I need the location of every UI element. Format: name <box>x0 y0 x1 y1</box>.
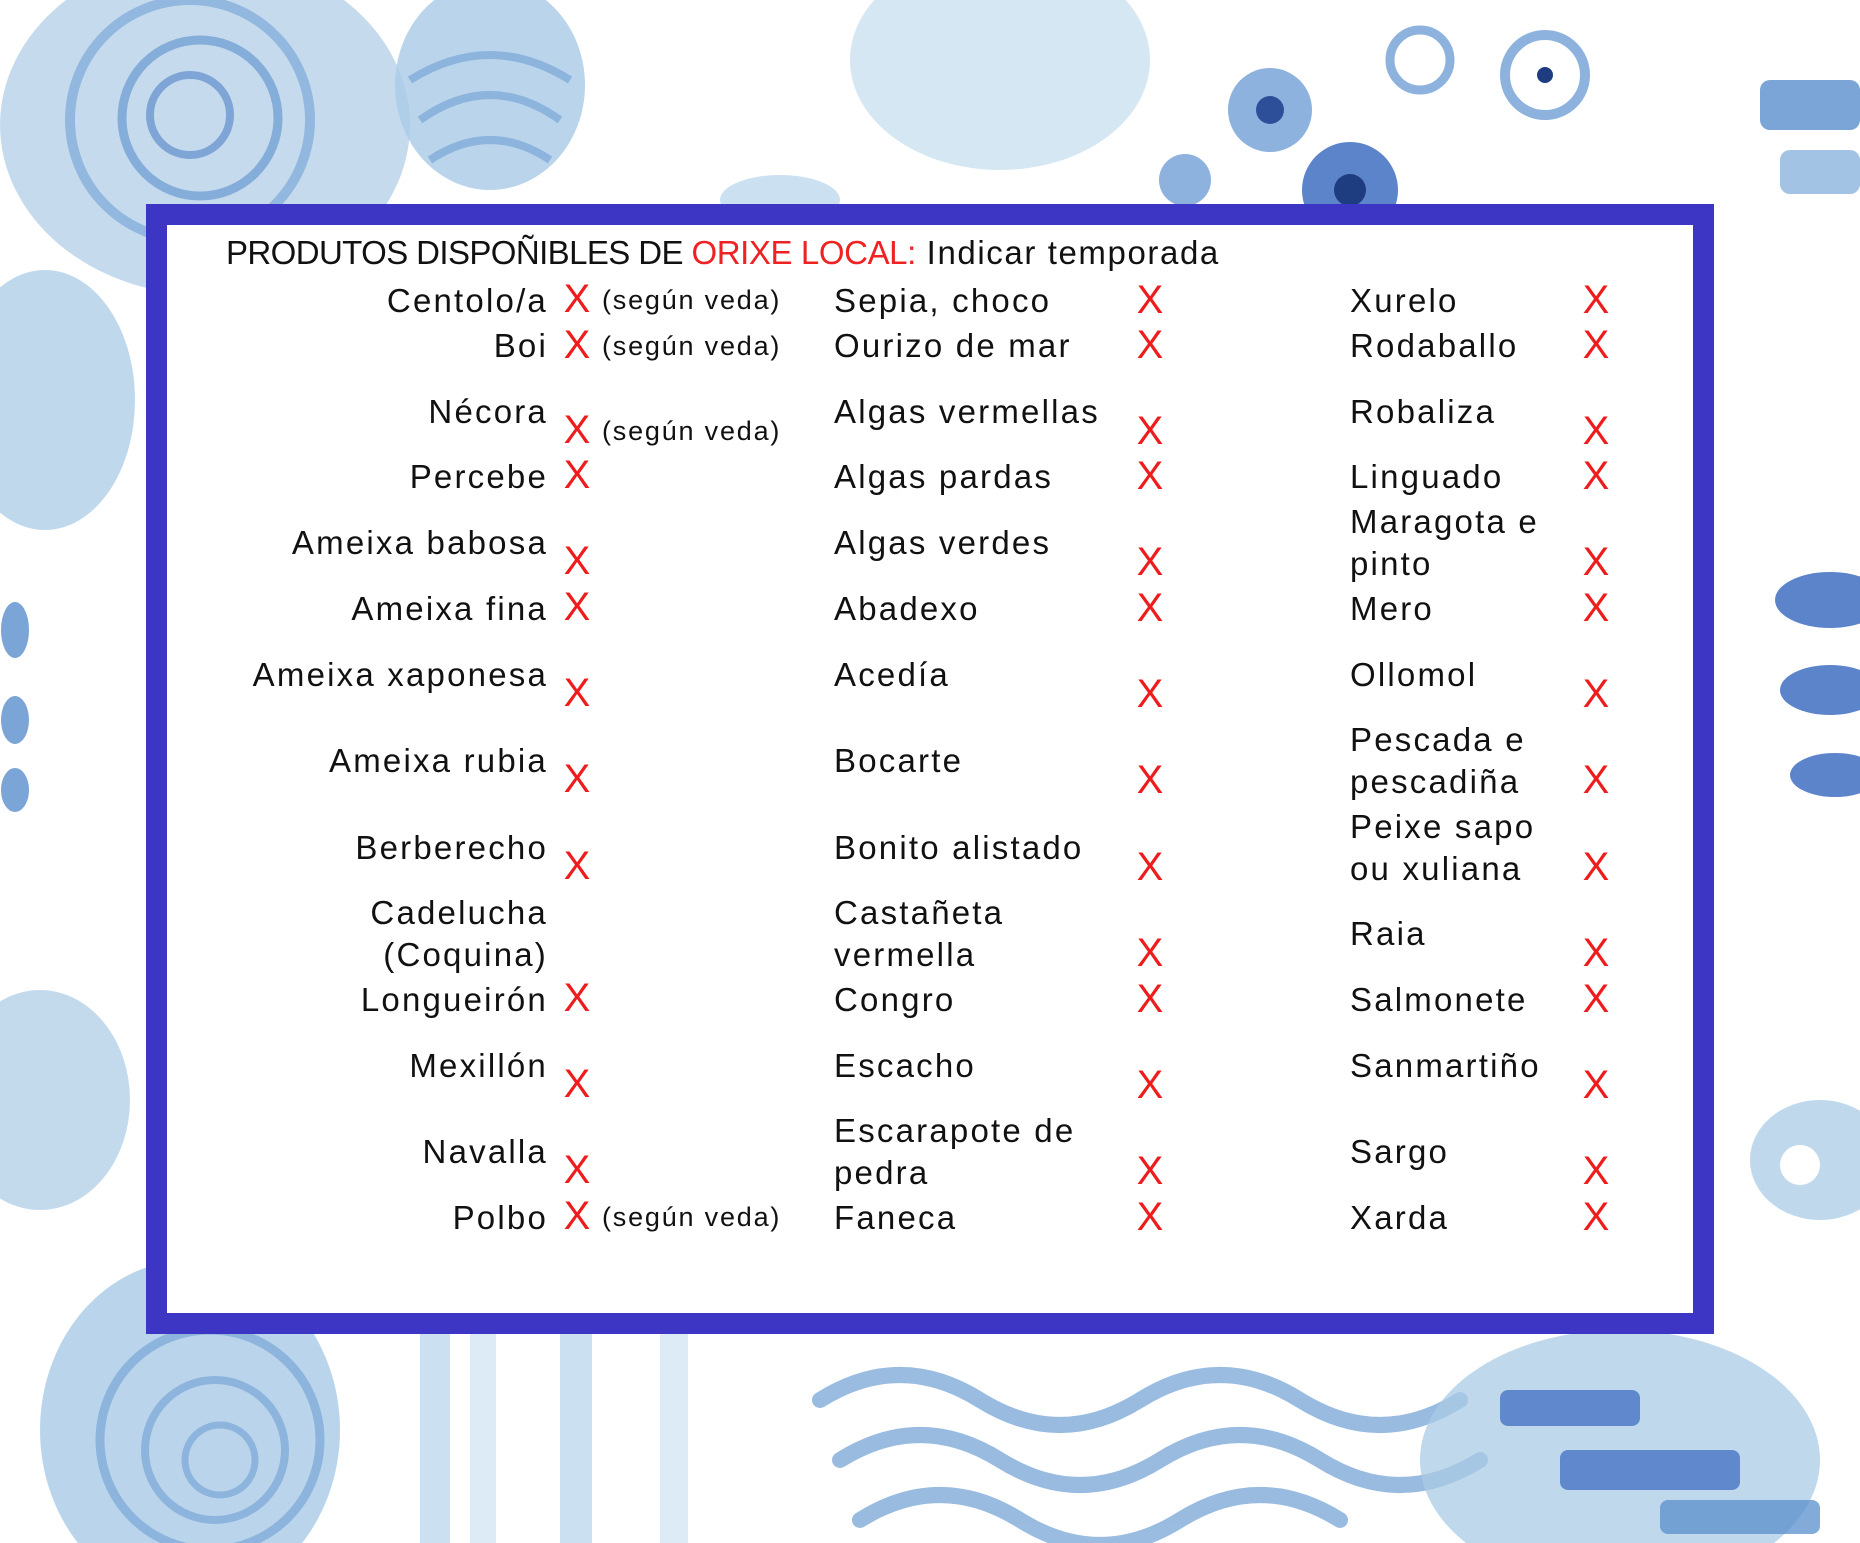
product-name: Algas verdes <box>834 524 1052 561</box>
season-note: (según veda) <box>602 416 782 446</box>
product-name: Longueirón <box>360 981 548 1018</box>
product-name: Centolo/a <box>386 282 548 319</box>
product-name: Mero <box>1350 590 1434 627</box>
availability-mark: X <box>1136 931 1164 975</box>
product-name: Polbo <box>452 1199 548 1236</box>
product-name: Boi <box>493 327 548 364</box>
wave-lines-illustration <box>820 1375 1480 1543</box>
availability-mark: X <box>1582 586 1610 630</box>
product-name: Ollomol <box>1350 656 1478 693</box>
product-name: Raia <box>1350 915 1427 952</box>
availability-mark: X <box>1582 454 1610 498</box>
availability-mark: X <box>1582 540 1610 584</box>
product-name: Mexillón <box>409 1047 548 1084</box>
product-name: Ameixa fina <box>351 590 548 627</box>
availability-mark: X <box>563 976 591 1020</box>
product-name: Cadelucha (Coquina) <box>370 894 548 973</box>
availability-mark: X <box>1582 845 1610 889</box>
brush-stroke-illustration <box>1750 80 1860 1220</box>
product-name: Bocarte <box>834 742 964 779</box>
product-name: Escarapote de pedra <box>834 1112 1076 1191</box>
availability-mark: X <box>1582 758 1610 802</box>
product-name: Peixe sapo ou xuliana <box>1350 808 1536 887</box>
product-name: Xurelo <box>1350 282 1459 319</box>
product-name: Xarda <box>1350 1199 1450 1236</box>
product-name: Congro <box>834 981 956 1018</box>
product-name: Castañeta vermella <box>834 894 1005 973</box>
availability-mark: X <box>1136 586 1164 630</box>
title-suffix: Indicar temporada <box>915 234 1220 271</box>
product-name: Escacho <box>834 1047 976 1084</box>
product-name: Nécora <box>428 393 548 430</box>
availability-mark: X <box>1582 1149 1610 1193</box>
product-name: Linguado <box>1350 458 1504 495</box>
availability-mark: X <box>1582 672 1610 716</box>
availability-mark: X <box>563 453 591 497</box>
availability-mark: X <box>563 671 591 715</box>
availability-mark: X <box>1136 758 1164 802</box>
product-name: Percebe <box>409 458 548 495</box>
availability-mark: X <box>1582 409 1610 453</box>
availability-mark: X <box>1136 845 1164 889</box>
product-name: Robaliza <box>1350 393 1497 430</box>
product-name: Ameixa xaponesa <box>252 656 548 693</box>
product-name: Faneca <box>834 1199 958 1236</box>
product-name: Maragota e pinto <box>1350 503 1539 582</box>
product-name: Algas pardas <box>834 458 1054 495</box>
availability-mark: X <box>563 585 591 629</box>
product-name: Sanmartiño <box>1350 1047 1541 1084</box>
availability-mark: X <box>1136 409 1164 453</box>
availability-mark: X <box>1136 454 1164 498</box>
season-note: (según veda) <box>602 1202 782 1232</box>
availability-mark: X <box>1136 278 1164 322</box>
availability-mark: X <box>563 277 591 321</box>
product-name: Abadexo <box>834 590 980 627</box>
product-name: Algas vermellas <box>834 393 1100 430</box>
season-note: (según veda) <box>602 331 782 361</box>
product-name: Ameixa babosa <box>291 524 548 561</box>
availability-mark: X <box>1582 931 1610 975</box>
availability-mark: X <box>1582 977 1610 1021</box>
availability-mark: X <box>1136 540 1164 584</box>
bottom-right-shell-illustration <box>1420 1330 1820 1543</box>
availability-mark: X <box>1582 278 1610 322</box>
availability-mark: X <box>563 757 591 801</box>
availability-mark: X <box>1582 1063 1610 1107</box>
availability-mark: X <box>1136 977 1164 1021</box>
availability-mark: X <box>1582 1195 1610 1239</box>
page-title <box>226 234 1220 272</box>
product-name: Ameixa rubia <box>329 742 548 779</box>
season-note: (según veda) <box>602 285 782 315</box>
availability-mark: X <box>563 1148 591 1192</box>
product-name: Sepia, choco <box>834 282 1052 319</box>
availability-mark: X <box>1136 672 1164 716</box>
availability-mark: X <box>563 539 591 583</box>
bubble-cluster-illustration <box>850 0 1585 238</box>
availability-mark: X <box>563 1194 591 1238</box>
availability-mark: X <box>1136 1149 1164 1193</box>
availability-mark: X <box>1136 323 1164 367</box>
product-name: Salmonete <box>1350 981 1528 1018</box>
product-name: Berberecho <box>355 829 548 866</box>
product-name: Pescada e pescadiña <box>1350 721 1526 800</box>
availability-mark: X <box>1136 1195 1164 1239</box>
availability-mark: X <box>1582 323 1610 367</box>
clam-shell-illustration <box>395 0 585 190</box>
product-name: Sargo <box>1350 1133 1450 1170</box>
availability-mark: X <box>563 408 591 452</box>
product-name: Rodaballo <box>1350 327 1519 364</box>
availability-mark: X <box>563 1062 591 1106</box>
product-name: Bonito alistado <box>834 829 1084 866</box>
product-name: Acedía <box>834 656 950 693</box>
product-name: Ourizo de mar <box>834 327 1072 364</box>
availability-mark: X <box>563 844 591 888</box>
product-name: Navalla <box>422 1133 548 1170</box>
scallop-shell-illustration <box>0 270 135 1210</box>
availability-mark: X <box>1136 1063 1164 1107</box>
title-prefix: PRODUTOS DISPOÑIBLES DE <box>226 234 692 271</box>
availability-mark: X <box>563 323 591 367</box>
title-highlight: ORIXE LOCAL: <box>691 234 916 271</box>
